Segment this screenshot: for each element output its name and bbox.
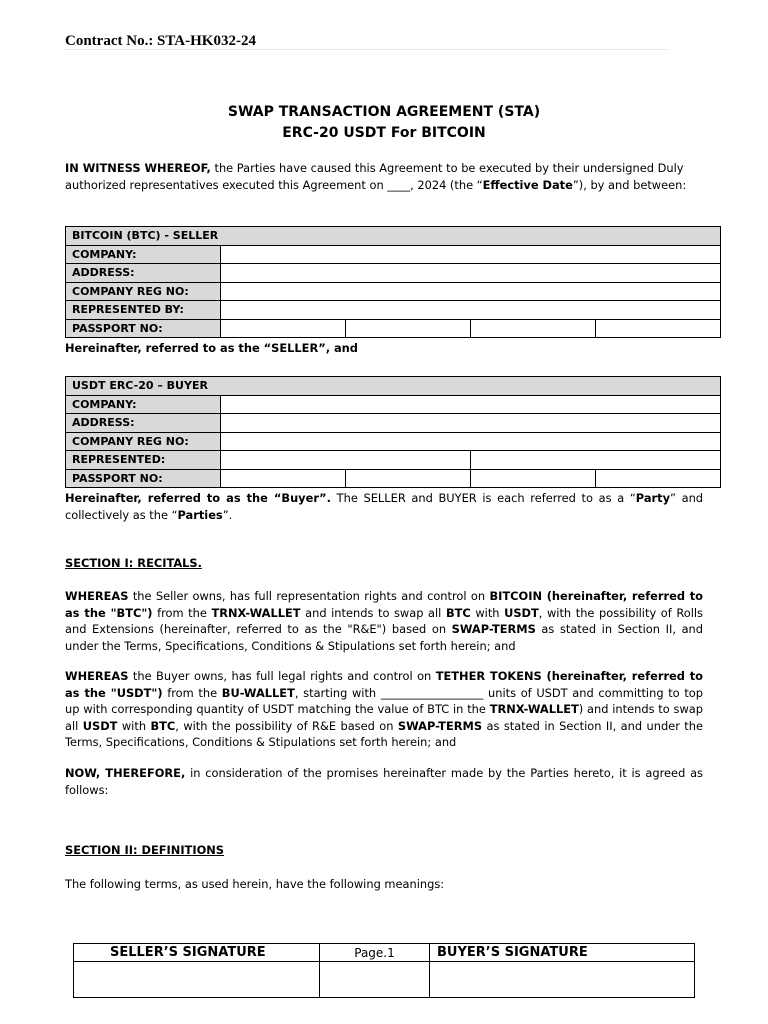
buyer-passport-label: PASSPORT NO: <box>66 469 221 488</box>
buyer-reg-label: COMPANY REG NO: <box>66 432 221 451</box>
buyer-table <box>65 376 721 488</box>
buyer-passport-field-1[interactable] <box>221 469 346 488</box>
now-therefore-paragraph: NOW, THEREFORE, in consideration of the promises hereinafter made by the Parties hereto, it is agreed as follows: <box>65 766 703 797</box>
seller-company-label: COMPANY: <box>66 245 221 264</box>
seller-address-label: ADDRESS: <box>66 264 221 283</box>
buyer-passport-field-3[interactable] <box>471 469 596 488</box>
contract-number: Contract No.: STA-HK032-24 <box>65 33 256 49</box>
seller-company-field[interactable] <box>221 245 721 264</box>
buyer-rep-field-1[interactable] <box>221 451 471 470</box>
section-definitions-heading: SECTION II: DEFINITIONS <box>65 843 224 857</box>
seller-reg-field[interactable] <box>221 282 721 301</box>
buyer-passport-field-4[interactable] <box>596 469 721 488</box>
document-title: SWAP TRANSACTION AGREEMENT (STA) <box>227 104 541 120</box>
page-number: Page.1 <box>320 944 430 962</box>
buyer-company-label: COMPANY: <box>66 395 221 414</box>
definitions-intro: The following terms, as used herein, have the following meanings: <box>65 877 445 891</box>
header-rule <box>65 49 668 50</box>
seller-passport-field-3[interactable] <box>471 319 596 338</box>
intro-paragraph: IN WITNESS WHEREOF, the Parties have caused this Agreement to be executed by their undersigned Duly authorized representatives executed this Agreement on ____, 2024 (the “Effective Date”), by and between: <box>65 161 687 192</box>
page-cell-blank <box>320 962 430 998</box>
whereas-seller-paragraph: WHEREAS the Seller owns, has full representation rights and control on BITCOIN (hereinafter, referred to as the "BTC") from the TRNX-WALLET and intends to swap all BTC with USDT, with the possibility of Rolls and Extensions (hereinafter, referred to as the "R&E") based on SWAP-TERMS as stated in Section II, and under the Terms, Specifications, Conditions & Stipulations set forth herein; and <box>65 589 703 653</box>
seller-signature-box[interactable] <box>74 962 320 998</box>
seller-passport-field-1[interactable] <box>221 319 346 338</box>
seller-passport-field-2[interactable] <box>346 319 471 338</box>
seller-reg-label: COMPANY REG NO: <box>66 282 221 301</box>
seller-rep-field[interactable] <box>221 301 721 320</box>
buyer-hereinafter: Hereinafter, referred to as the “Buyer”. The SELLER and BUYER is each referred to as a “Party” and collectively as the “Parties”. <box>65 491 704 522</box>
buyer-company-field[interactable] <box>221 395 721 414</box>
buyer-rep-field-2[interactable] <box>471 451 721 470</box>
section-recitals-heading: SECTION I: RECITALS. <box>65 556 202 570</box>
signature-footer <box>73 943 695 998</box>
document-subtitle: ERC-20 USDT For BITCOIN <box>282 125 486 141</box>
seller-address-field[interactable] <box>221 264 721 283</box>
seller-rep-label: REPRESENTED BY: <box>66 301 221 320</box>
seller-hereinafter: Hereinafter, referred to as the “SELLER”, and <box>65 341 358 355</box>
seller-table <box>65 226 721 338</box>
buyer-rep-label: REPRESENTED: <box>66 451 221 470</box>
buyer-passport-field-2[interactable] <box>346 469 471 488</box>
buyer-reg-field[interactable] <box>221 432 721 451</box>
seller-passport-field-4[interactable] <box>596 319 721 338</box>
seller-passport-label: PASSPORT NO: <box>66 319 221 338</box>
seller-signature-label: SELLER’S SIGNATURE <box>74 944 320 962</box>
buyer-signature-label: BUYER’S SIGNATURE <box>430 944 695 962</box>
whereas-buyer-paragraph: WHEREAS the Buyer owns, has full legal rights and control on TETHER TOKENS (hereinafter, referred to as the "USDT") from the BU-WALLET, starting with __________________ units of USDT and committing to top up with corresponding quantity of USDT matching the value of BTC in the TRNX-WALLET) and intends to swap all USDT with BTC, with the possibility of R&E based on SWAP-TERMS as stated in Section II, and under the Terms, Specifications, Conditions & Stipulations set forth herein; and <box>65 669 704 749</box>
seller-table-header: BITCOIN (BTC) - SELLER <box>66 227 721 246</box>
buyer-address-field[interactable] <box>221 414 721 433</box>
buyer-table-header: USDT ERC-20 – BUYER <box>66 377 721 396</box>
buyer-signature-box[interactable] <box>430 962 695 998</box>
buyer-address-label: ADDRESS: <box>66 414 221 433</box>
